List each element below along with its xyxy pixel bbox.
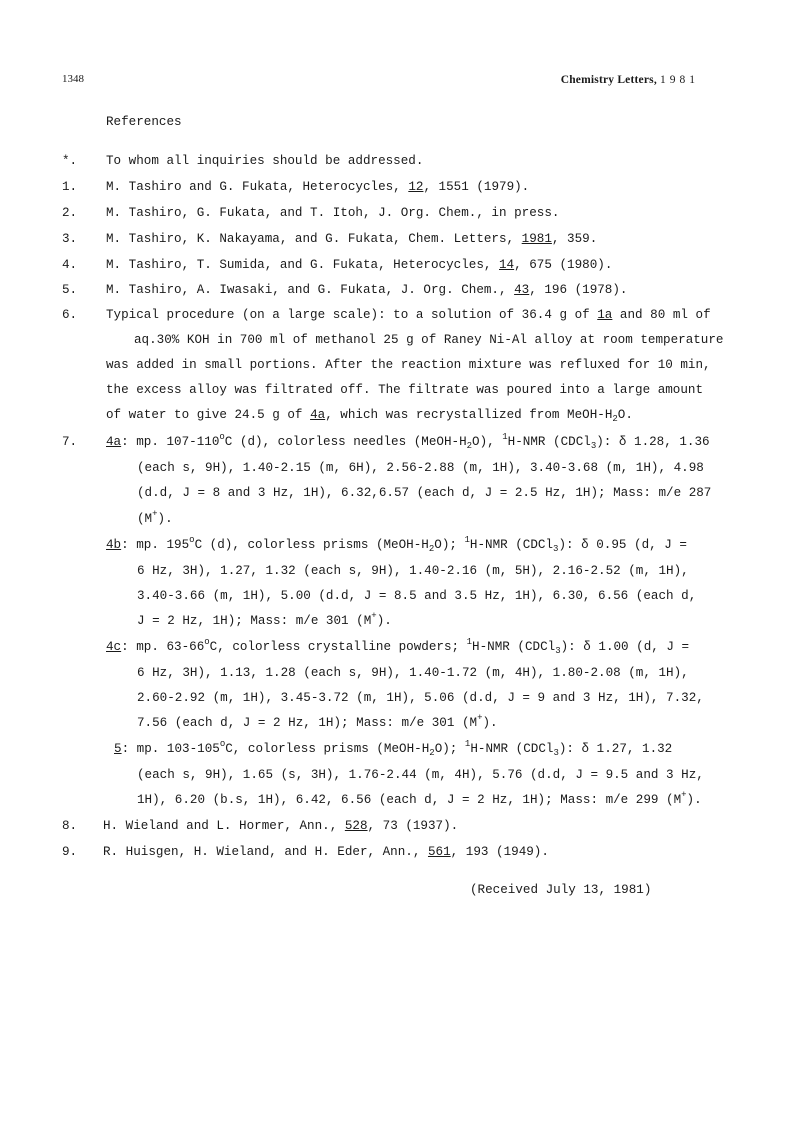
ref-text-line: (d.d, J = 8 and 3 Hz, 1H), 6.32,6.57 (each d, J = 2.5 Hz, 1H); Mass: m/e 287 [137,486,712,500]
ref-text-part: : mp. 63-66 [121,640,205,654]
ref-text [103,844,549,861]
superscript: + [371,611,377,621]
ref-text-part: H-NMR (CDCl [470,742,554,756]
ref-text-part: ): δ 1.00 (d, J = [560,640,690,654]
compound-label: 4a [310,408,326,422]
ref-text-part: ): δ 1.27, 1.32 [558,742,673,756]
ref-number: 8. [62,819,78,833]
received-date: (Received July 13, 1981) [470,883,652,897]
ref-text-line: 3.40-3.66 (m, 1H), 5.00 (d.d, J = 8.5 and 3.5 Hz, 1H), 6.30, 6.56 (each d, [137,589,697,603]
ref-number: 9. [62,845,78,859]
ref-text-part: J = 2 Hz, 1H); Mass: m/e 301 (M [137,614,372,628]
superscript: 1 [502,432,508,442]
ref-text-line: the excess alloy was filtrated off. The filtrate was poured into a large amount [106,383,704,397]
ref-text-part: O); [434,742,465,756]
ref-text-part: 1H), 6.20 (b.s, 1H), 6.42, 6.56 (each d, J = 2 Hz, 1H); Mass: m/e 299 (M [137,793,682,807]
ref-text-line [137,511,173,528]
compound-label: 4c [106,640,122,654]
ref-number: 4. [62,258,78,272]
ref-number: 7. [62,435,78,449]
degree-sign: o [204,637,210,647]
ref-text-part: and 80 ml of [612,308,711,322]
degree-sign: o [219,739,226,749]
ref-text-part: ). [686,793,702,807]
ref-text-line: (each s, 9H), 1.40-2.15 (m, 6H), 2.56-2.88 (m, 1H), 3.40-3.68 (m, 1H), 4.98 [137,461,704,475]
superscript: + [477,713,483,723]
ref-text-part: ). [482,716,498,730]
ref-text [106,179,529,196]
degree-sign: o [189,535,195,545]
ref-text-line: 6 Hz, 3H), 1.27, 1.32 (each s, 9H), 1.40-2.16 (m, 5H), 2.16-2.52 (m, 1H), [137,564,689,578]
ref-text-part: , 196 (1978). [529,283,628,297]
compound-label: 1a [597,308,613,322]
ref-text-line [106,639,689,656]
ref-number: 5. [62,283,78,297]
ref-volume: 528 [344,819,368,833]
ref-text-part: H-NMR (CDCl [469,538,554,552]
ref-text-part: , 675 (1980). [514,258,613,272]
ref-text-part: , 193 (1949). [450,845,549,859]
ref-text-line [137,613,392,630]
journal-header [561,74,699,86]
ref-text-part: (M [137,512,153,526]
ref-text-part: R. Huisgen, H. Wieland, and H. Eder, Ann., [103,845,428,859]
ref-text-part: M. Tashiro, A. Iwasaki, and G. Fukata, J. Org. Chem., [106,283,515,297]
ref-text [106,231,597,248]
ref-text: M. Tashiro, G. Fukata, and T. Itoh, J. Org. Chem., in press. [106,206,560,220]
ref-text-part: C, colorless crystalline powders; [209,640,467,654]
ref-text-line: 6 Hz, 3H), 1.13, 1.28 (each s, 9H), 1.40-1.72 (m, 4H), 1.80-2.08 (m, 1H), [137,666,689,680]
ref-text-part: ): δ 1.28, 1.36 [596,435,710,449]
superscript: 1 [466,637,473,647]
ref-text-line [106,407,633,424]
ref-text-part: ). [157,512,173,526]
page-number: 1348 [62,73,84,85]
subscript: 3 [553,544,559,554]
ref-text-line [106,434,710,451]
ref-text-part: of water to give 24.5 g of [106,408,311,422]
ref-text-line: 2.60-2.92 (m, 1H), 3.45-3.72 (m, 1H), 5.06 (d.d, J = 9 and 3 Hz, 1H), 7.32, [137,691,704,705]
ref-text-line [106,307,711,324]
ref-text-line [114,741,672,758]
ref-text-line [137,792,702,809]
ref-text-part: M. Tashiro and G. Fukata, Heterocycles, [106,180,409,194]
degree-sign: o [219,432,225,442]
ref-text-part: Typical procedure (on a large scale): to a solution of 36.4 g of [106,308,598,322]
ref-text-part: M. Tashiro, T. Sumida, and G. Fukata, Heterocycles, [106,258,499,272]
ref-text-line [106,537,687,554]
ref-text-line: aq.30% KOH in 700 ml of methanol 25 g of Raney Ni-Al alloy at room temperature [134,333,724,347]
ref-text-part: H. Wieland and L. Hormer, Ann., [103,819,345,833]
ref-text-line: was added in small portions. After the reaction mixture was refluxed for 10 min, [106,358,711,372]
ref-number: 2. [62,206,78,220]
subscript: 2 [612,414,618,424]
ref-text-part: ): δ 0.95 (d, J = [558,538,687,552]
ref-text-part: M. Tashiro, K. Nakayama, and G. Fukata, Chem. Letters, [106,232,522,246]
ref-number: 3. [62,232,78,246]
ref-volume: 43 [514,283,530,297]
ref-text [106,282,627,299]
ref-text-part: 7.56 (each d, J = 2 Hz, 1H); Mass: m/e 301 (M [137,716,478,730]
ref-text-part: : mp. 195 [121,538,190,552]
ref-text-line [137,715,498,732]
ref-volume: 561 [427,845,451,859]
ref-volume: 12 [408,180,424,194]
superscript: 1 [464,535,470,545]
ref-volume: 1981 [521,232,552,246]
ref-text-line: (each s, 9H), 1.65 (s, 3H), 1.76-2.44 (m, 4H), 5.76 (d.d, J = 9.5 and 3 Hz, [137,768,704,782]
ref-text [103,818,458,835]
ref-text-part: : mp. 107-110 [121,435,220,449]
ref-text-part: , 73 (1937). [367,819,459,833]
subscript: 2 [428,544,435,554]
compound-label: 5 [114,742,122,756]
ref-text-part: C (d), colorless prisms (MeOH-H [194,538,429,552]
superscript: + [681,790,687,800]
subscript: 3 [590,441,597,451]
ref-text-part: : mp. 103-105 [121,742,220,756]
subscript: 3 [553,748,559,758]
ref-text-part: H-NMR (CDCl [472,640,556,654]
ref-number: *. [62,154,78,168]
ref-text-part: O); [434,538,465,552]
ref-text-part: , 359. [551,232,598,246]
ref-text-part: , which was recrystallized from MeOH-H [325,408,613,422]
ref-text-part: C (d), colorless needles (MeOH-H [224,435,467,449]
ref-text-part: C, colorless prisms (MeOH-H [225,742,430,756]
ref-text [106,257,612,274]
ref-text-part: H-NMR (CDCl [507,435,591,449]
subscript: 3 [555,646,561,656]
ref-text-part: O. [617,408,633,422]
compound-label: 4b [106,538,122,552]
compound-label: 4a [106,435,122,449]
ref-text-part: O), [472,435,503,449]
superscript: 1 [464,739,471,749]
ref-number: 1. [62,180,78,194]
ref-number: 6. [62,308,78,322]
ref-text-part: , 1551 (1979). [423,180,530,194]
ref-text: To whom all inquiries should be addressed. [106,154,424,168]
ref-volume: 14 [499,258,515,272]
subscript: 2 [466,441,473,451]
superscript: + [152,509,158,519]
subscript: 2 [429,748,435,758]
references-heading: References [106,115,182,129]
journal-year: 1981 [660,74,699,86]
ref-text-part: ). [376,614,392,628]
journal-name: Chemistry Letters, [560,74,657,86]
